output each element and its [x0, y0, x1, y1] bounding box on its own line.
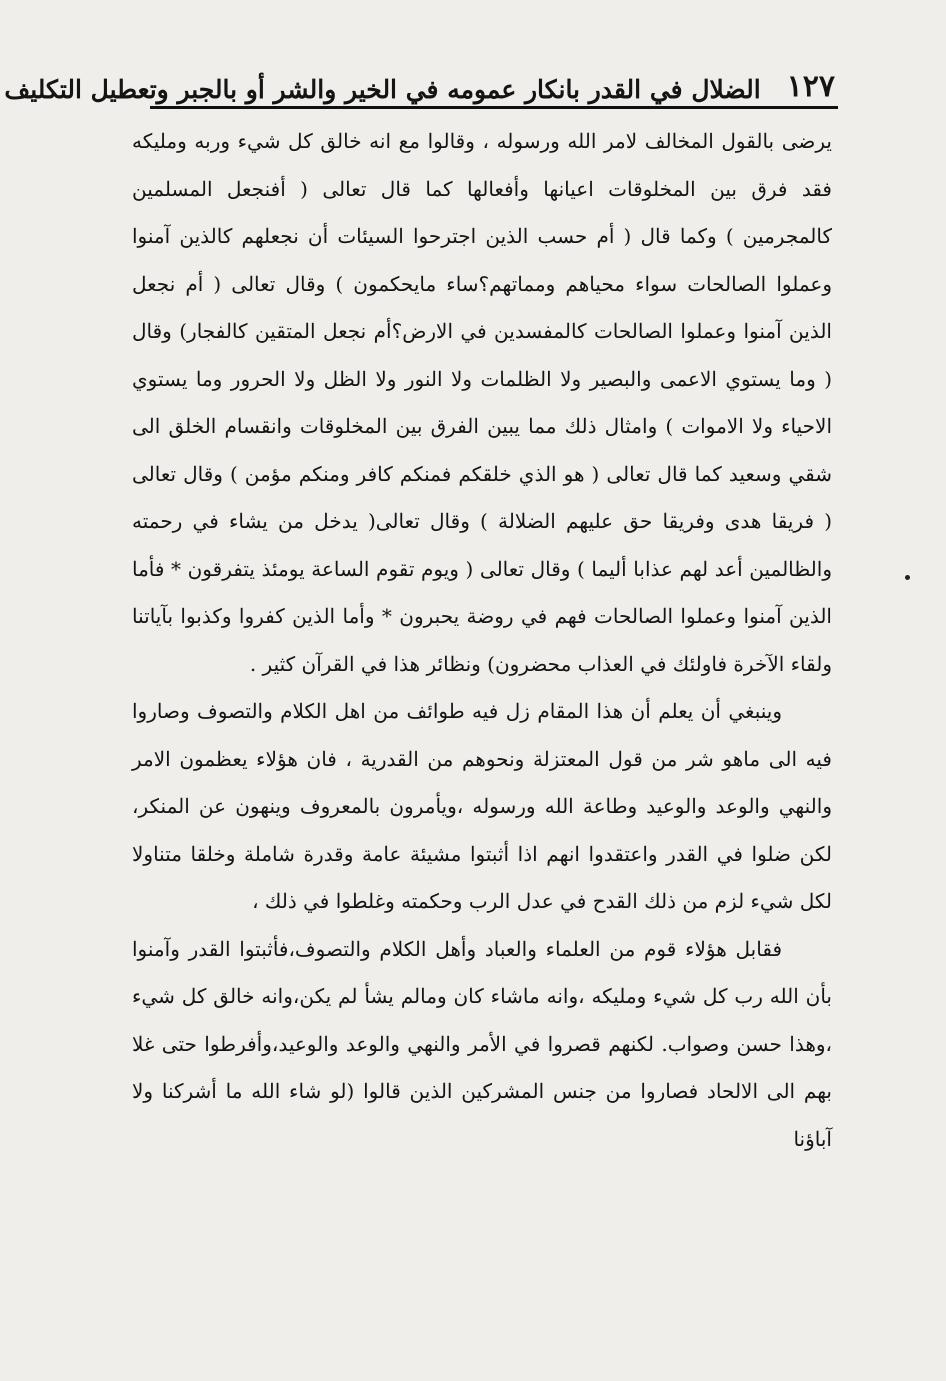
paragraph-2: وينبغي أن يعلم أن هذا المقام زل فيه طوائف من اهل الكلام والتصوف وصاروا فيه الى ماهو شر من قول المعتزلة ونحوهم من القدرية ، فان هؤلاء يعظمون الامر والنهي والوعد والوعيد وطاعة الله ورسوله ،ويأمرون بالمعروف وينهون عن المنكر، لكن ضلوا في القدر واعتقدوا انهم اذا أثبتوا مشيئة عامة وقدرة شاملة وخلقا متناولا لكل شيء لزم من ذلك القدح في عدل الرب وحكمته وغلطوا في ذلك ، — [132, 699, 832, 913]
paragraph-1: يرضى بالقول المخالف لامر الله ورسوله ، وقالوا مع انه خالق كل شيء وربه ومليكه فقد فرق بين المخلوقات اعيانها وأفعالها كما قال تعالى ( أفنجعل المسلمين كالمجرمين ) وكما قال ( أم حسب الذين اجترحوا السيئات أن نجعلهم كالذين آمنوا وعملوا الصالحات سواء محياهم ومماتهم؟ساء مايحكمون ) وقال تعالى ( أم نجعل الذين آمنوا وعملوا الصالحات كالمفسدين في الارض؟أم نجعل المتقين كالفجار) وقال ( وما يستوي الاعمى والبصير ولا الظلمات ولا النور ولا الظل ولا الحرور وما يستوي الاحياء ولا الاموات ) وامثال ذلك مما يبين الفرق بين المخلوقات وانقسام الخلق الى شقي وسعيد كما قال تعالى ( هو الذي خلقكم فمنكم كافر ومنكم مؤمن ) وقال تعالى ( فريقا هدى وفريقا حق عليهم الضلالة ) وقال تعالى( يدخل من يشاء في رحمته والظالمين أعد لهم عذابا أليما ) وقال تعالى ( ويوم تقوم الساعة يومئذ يتفرقون * فأما الذين آمنوا وعملوا الصالحات فهم في روضة يحبرون * وأما الذين كفروا وكذبوا بآياتنا ولقاء الآخرة فاولئك في العذاب محضرون) ونظائر هذا في القرآن كثير . — [132, 129, 832, 676]
running-header — [4, 58, 835, 104]
running-header-title: الضلال في القدر بانكار عمومه في الخير والشر أو بالجبر وتعطيل التكليف — [4, 75, 761, 104]
header-rule — [150, 106, 838, 109]
margin-dot — [905, 575, 910, 580]
body-text — [132, 118, 832, 1163]
paragraph-3: فقابل هؤلاء قوم من العلماء والعباد وأهل الكلام والتصوف،فأثبتوا القدر وآمنوا بأن الله رب كل شيء ومليكه ،وانه ماشاء كان ومالم يشأ لم يكن،وانه خالق كل شيء ،وهذا حسن وصواب. لكنهم قصروا في الأمر والنهي والوعد والوعيد،وأفرطوا حتى غلا بهم الى الالحاد فصاروا من جنس المشركين الذين قالوا (لو شاء الله ما أشركنا ولا آباؤنا — [132, 936, 832, 1151]
page-number: ١٢٧ — [786, 69, 835, 104]
